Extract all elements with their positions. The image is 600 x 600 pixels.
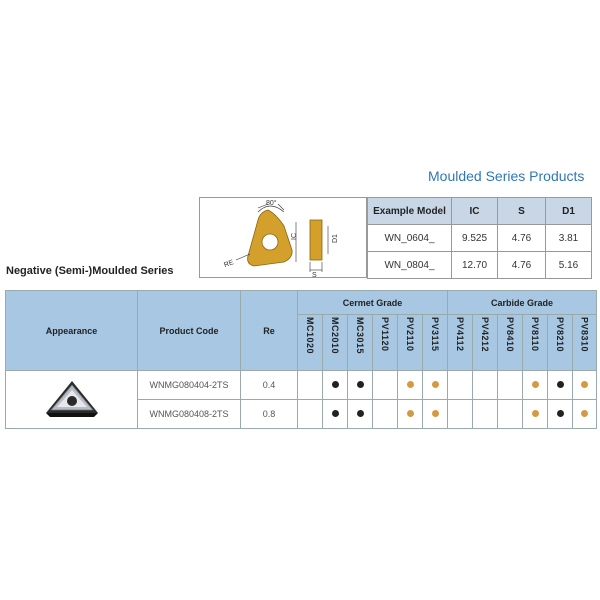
grade-cell (548, 371, 573, 400)
availability-dot (532, 410, 539, 417)
header-s: S (498, 198, 546, 225)
carbide-grade-header: Carbide Grade (448, 291, 597, 315)
grade-pv4112: PV4112 (455, 317, 465, 352)
grade-pv1120: PV1120 (380, 317, 390, 352)
ic-label: IC (291, 233, 298, 240)
grade-mc3015: MC3015 (355, 317, 365, 355)
availability-dot (581, 381, 588, 388)
cermet-grade-header: Cermet Grade (298, 291, 448, 315)
model-cell: WN_0604_ (368, 225, 452, 252)
appearance-header: Appearance (6, 291, 138, 371)
availability-dot (581, 410, 588, 417)
availability-dot (332, 410, 339, 417)
d1-label: D1 (332, 234, 339, 243)
availability-dot (557, 381, 564, 388)
s-label: S (312, 272, 317, 277)
availability-dot (357, 410, 364, 417)
grade-pv8310: PV8310 (579, 317, 590, 353)
d1-cell: 3.81 (546, 225, 592, 252)
product-code-cell: WNMG080404-2TS (138, 371, 241, 400)
grade-cell (373, 371, 398, 400)
grade-cell (448, 371, 473, 400)
grade-cell (448, 400, 473, 429)
availability-dot (432, 410, 439, 417)
grade-cell (348, 371, 373, 400)
series-title: Moulded Series Products (428, 168, 585, 184)
re-cell: 0.8 (241, 400, 298, 429)
grade-cell (498, 371, 523, 400)
grade-pv3115: PV3115 (430, 317, 440, 352)
grade-pv4212: PV4212 (480, 317, 490, 353)
grade-cell (373, 400, 398, 429)
grade-mc2010: MC2010 (330, 317, 340, 355)
grade-pv8110: PV8110 (530, 317, 540, 352)
availability-dot (407, 381, 414, 388)
table-row (6, 371, 597, 400)
availability-dot (407, 410, 414, 417)
angle-label: 80° (266, 200, 277, 207)
negative-series-title: Negative (Semi-)Moulded Series (6, 265, 174, 277)
grade-cell (523, 371, 548, 400)
insert-side-view (310, 220, 322, 260)
table-row (368, 225, 592, 252)
grade-cell (573, 371, 597, 400)
grade-cell (523, 400, 548, 429)
header-example-model: Example Model (368, 198, 452, 225)
product-table (5, 290, 597, 429)
grade-cell (323, 400, 348, 429)
grade-cell (398, 400, 423, 429)
grade-cell (473, 371, 498, 400)
grade-cell (573, 400, 597, 429)
model-cell: WN_0804_ (368, 252, 452, 279)
grade-cell (498, 400, 523, 429)
insert-dimension-diagram (199, 197, 367, 278)
grade-mc1020: MC1020 (305, 317, 315, 355)
header-ic: IC (452, 198, 498, 225)
grade-cell (298, 400, 323, 429)
grade-pv2110: PV2110 (405, 317, 415, 352)
header-d1: D1 (546, 198, 592, 225)
availability-dot (432, 381, 439, 388)
example-model-table (367, 197, 592, 279)
availability-dot (357, 381, 364, 388)
re-cell: 0.4 (241, 371, 298, 400)
grade-cell (348, 400, 373, 429)
availability-dot (332, 381, 339, 388)
ic-cell: 9.525 (452, 225, 498, 252)
grade-cell (323, 371, 348, 400)
grade-pv8410: PV8410 (505, 317, 515, 353)
grade-cell (298, 371, 323, 400)
grade-cell (423, 371, 448, 400)
re-header: Re (241, 291, 298, 371)
availability-dot (532, 381, 539, 388)
insert-drawing (200, 198, 366, 277)
insert-photo (42, 379, 102, 419)
re-label: RE (223, 259, 235, 270)
product-code-header: Product Code (138, 291, 241, 371)
appearance-cell (6, 371, 138, 429)
d1-cell: 5.16 (546, 252, 592, 279)
availability-dot (557, 410, 564, 417)
grade-cell (548, 400, 573, 429)
grade-cell (473, 400, 498, 429)
insert-hole (262, 234, 278, 250)
product-code-cell: WNMG080408-2TS (138, 400, 241, 429)
grade-pv8210: PV8210 (555, 317, 565, 353)
s-cell: 4.76 (498, 225, 546, 252)
grade-cell (423, 400, 448, 429)
ic-cell: 12.70 (452, 252, 498, 279)
grade-cell (398, 371, 423, 400)
s-cell: 4.76 (498, 252, 546, 279)
table-row (368, 252, 592, 279)
